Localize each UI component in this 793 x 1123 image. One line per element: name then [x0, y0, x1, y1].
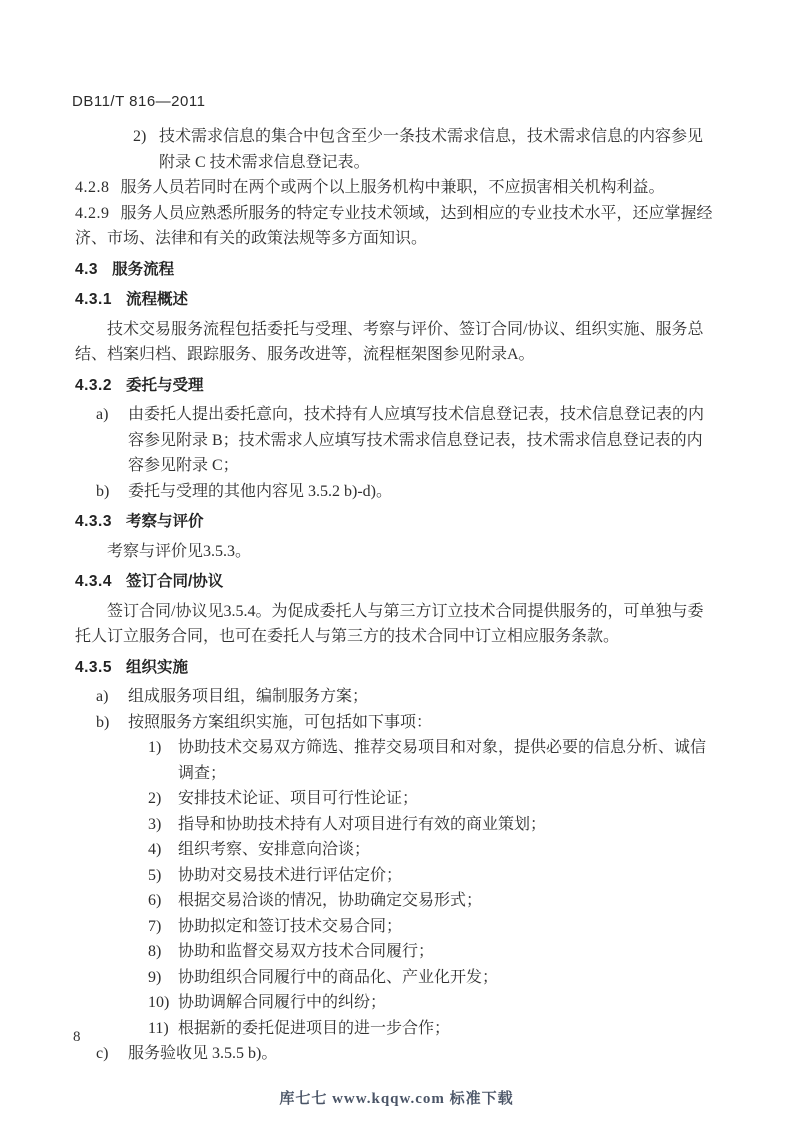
- list-item-text: 组织考察、安排意向洽谈；: [178, 841, 371, 858]
- list-item-text: 指导和协助技术持有人对项目进行有效的商业策划；: [178, 815, 547, 833]
- list-item-marker: 7): [148, 917, 162, 935]
- heading-4-3-3: [75, 509, 718, 535]
- list-item-marker: b): [96, 713, 110, 731]
- list-item-marker: 8): [148, 943, 162, 960]
- heading-number: 4.3.1: [75, 291, 112, 308]
- list-item-text: 协助对交易技术进行评估定价；: [178, 866, 403, 884]
- list-item-a: [96, 684, 718, 710]
- list-item-marker: 11): [148, 1019, 169, 1037]
- paragraph-4-3-4: 签订合同/协议见3.5.4。为促成委托人与第三方订立技术合同提供服务的，可单独与委托人订立服务合同，也可在委托人与第三方的技术合同中订立相应服务条款。: [75, 602, 704, 645]
- list-item-a: [96, 402, 718, 479]
- heading-title: 考察与评价: [125, 513, 204, 530]
- heading-title: 委托与受理: [125, 376, 204, 394]
- sub-list-item: [148, 990, 718, 1016]
- sub-list-item: [148, 914, 718, 940]
- list-item-text: 协助拟定和签订技术交易合同；: [178, 917, 403, 935]
- list-item-text: 根据交易洽谈的情况，协助确定交易形式；: [178, 892, 483, 909]
- list-item-marker: a): [96, 688, 109, 705]
- heading-title: 流程概述: [125, 291, 188, 308]
- list-item-marker: 1): [148, 739, 162, 756]
- heading-4-3: [75, 257, 718, 283]
- sub-list-item: [148, 888, 718, 914]
- sub-list-item: [148, 812, 718, 838]
- sub-list-item: [148, 1016, 718, 1042]
- heading-number: 4.3: [75, 260, 99, 278]
- heading-number: 4.3.3: [75, 513, 112, 530]
- heading-4-3-2: [75, 373, 718, 399]
- list-item-text: 由委托人提出委托意向，技术持有人应填写技术信息登记表，技术信息登记表的内容参见附录 B；技术需求人应填写技术需求信息登记表，技术需求信息登记表的内容参见附录 C；: [128, 406, 705, 474]
- clause-number: 4.2.8: [75, 179, 110, 196]
- sub-list-item: [148, 939, 718, 965]
- carryover-list-item: [133, 124, 718, 175]
- list-item-b: [96, 710, 718, 736]
- sub-list-item: [148, 786, 718, 812]
- list-item-text: 安排技术论证、项目可行性论证；: [178, 790, 419, 807]
- heading-number: 4.3.2: [75, 376, 112, 394]
- list-item-marker: 3): [148, 815, 162, 833]
- list-item-marker: c): [96, 1045, 109, 1062]
- sub-list-item: [148, 837, 718, 863]
- sub-list-item: [148, 965, 718, 991]
- list-item-marker: a): [96, 406, 109, 423]
- list-item-text: 委托与受理的其他内容见 3.5.2 b)-d)。: [128, 482, 392, 500]
- list-item-marker: 2): [148, 790, 162, 807]
- heading-title: 服务流程: [112, 260, 175, 278]
- heading-4-3-1: [75, 287, 718, 313]
- heading-title: 签订合同/协议: [125, 573, 224, 590]
- list-item-text: 服务验收见 3.5.5 b)。: [128, 1045, 278, 1062]
- clause-4-2-8: [75, 175, 718, 201]
- list-item-marker: 9): [148, 968, 162, 986]
- list-item-text: 技术需求信息的集合中包含至少一条技术需求信息，技术需求信息的内容参见附录 C 技术需求信息登记表。: [159, 128, 704, 171]
- list-item-marker: 5): [148, 866, 162, 884]
- page-number: 8: [73, 1029, 81, 1045]
- watermark-text: 库七七 www.kqqw.com 标准下载: [279, 1091, 514, 1107]
- list-item-text: 协助调解合同履行中的纠纷；: [178, 994, 387, 1011]
- paragraph-4-3-1: 技术交易服务流程包括委托与受理、考察与评价、签订合同/协议、组织实施、服务总结、档案归档、跟踪服务、服务改进等，流程框架图参见附录A。: [75, 320, 704, 363]
- list-item-text: 根据新的委托促进项目的进一步合作；: [178, 1019, 451, 1037]
- list-item-marker: 4): [148, 841, 162, 858]
- list-item-text: 组成服务项目组，编制服务方案；: [128, 688, 369, 705]
- list-item-marker: 2): [133, 128, 147, 145]
- list-item-marker: b): [96, 482, 110, 500]
- sub-list-item: [148, 863, 718, 889]
- heading-title: 组织实施: [125, 658, 188, 676]
- list-item-text: 协助组织合同履行中的商品化、产业化开发；: [178, 968, 499, 986]
- list-item-text: 按照服务方案组织实施，可包括如下事项：: [128, 713, 433, 731]
- paragraph-4-3-3: 考察与评价见3.5.3。: [107, 542, 252, 560]
- list-item-marker: 10): [148, 994, 170, 1011]
- list-item-text: 协助和监督交易双方技术合同履行；: [178, 943, 435, 960]
- list-item-text: 协助技术交易双方筛选、推荐交易项目和对象，提供必要的信息分析、诚信调查；: [178, 739, 707, 782]
- sub-list-item: [148, 735, 718, 786]
- heading-4-3-5: [75, 655, 718, 681]
- heading-number: 4.3.5: [75, 658, 112, 676]
- clause-number: 4.2.9: [75, 204, 110, 222]
- list-item-marker: 6): [148, 892, 162, 909]
- standard-number: DB11/T 816—2011: [72, 93, 206, 110]
- page-content: [75, 124, 718, 1067]
- clause-text: 服务人员若同时在两个或两个以上服务机构中兼职，不应损害相关机构利益。: [120, 179, 665, 196]
- clause-text: 服务人员应熟悉所服务的特定专业技术领域，达到相应的专业技术水平，还应掌握经济、市场、法律和有关的政策法规等多方面知识。: [75, 204, 713, 247]
- heading-number: 4.3.4: [75, 573, 112, 590]
- heading-4-3-4: [75, 569, 718, 595]
- list-item-c: [96, 1041, 718, 1067]
- clause-4-2-9: [75, 201, 718, 252]
- list-item-b: [96, 479, 718, 505]
